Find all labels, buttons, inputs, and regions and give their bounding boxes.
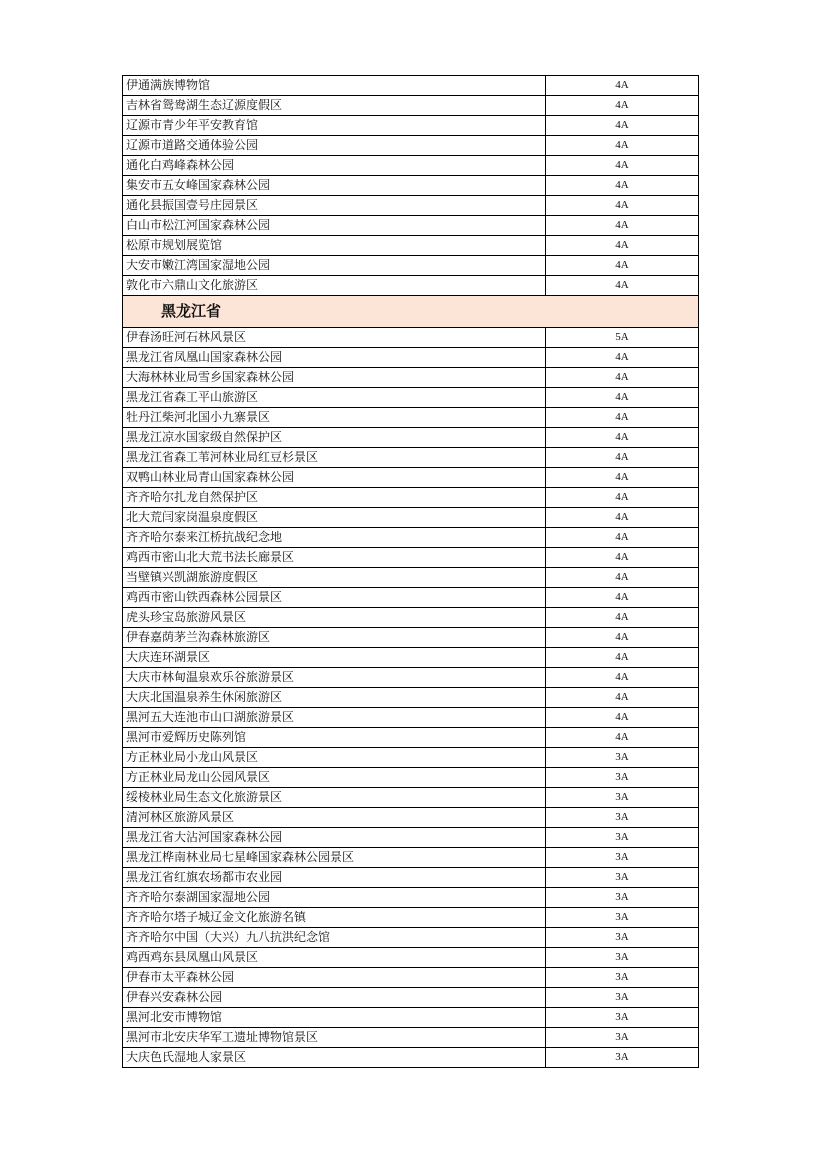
scenic-area-name: 黑龙江省森工苇河林业局红豆杉景区 [123, 448, 546, 468]
scenic-area-name: 白山市松江河国家森林公园 [123, 216, 546, 236]
scenic-area-name: 双鸭山林业局青山国家森林公园 [123, 468, 546, 488]
table-row [123, 688, 699, 708]
scenic-area-name: 齐齐哈尔塔子城辽金文化旅游名镇 [123, 908, 546, 928]
scenic-area-name: 通化县振国壹号庄园景区 [123, 196, 546, 216]
table-row [123, 828, 699, 848]
scenic-area-grade: 3A [546, 848, 699, 868]
table-row [123, 608, 699, 628]
table-row [123, 136, 699, 156]
scenic-area-grade: 4A [546, 388, 699, 408]
scenic-area-name: 大庆色氏湿地人家景区 [123, 1048, 546, 1068]
scenic-area-name: 辽源市道路交通体验公园 [123, 136, 546, 156]
scenic-area-grade: 3A [546, 788, 699, 808]
table-row [123, 368, 699, 388]
scenic-area-name: 大海林林业局雪乡国家森林公园 [123, 368, 546, 388]
scenic-area-name: 北大荒闫家岗温泉度假区 [123, 508, 546, 528]
table-row [123, 196, 699, 216]
scenic-area-name: 黑龙江省红旗农场都市农业园 [123, 868, 546, 888]
table-row [123, 528, 699, 548]
table-row [123, 276, 699, 296]
scenic-area-name: 黑龙江省森工平山旅游区 [123, 388, 546, 408]
scenic-area-grade: 4A [546, 608, 699, 628]
table-row [123, 908, 699, 928]
scenic-area-name: 当壁镇兴凯湖旅游度假区 [123, 568, 546, 588]
section-header-row [123, 296, 699, 328]
table-row [123, 256, 699, 276]
scenic-area-name: 伊通满族博物馆 [123, 76, 546, 96]
table-row [123, 788, 699, 808]
table-row [123, 748, 699, 768]
scenic-area-name: 黑河北安市博物馆 [123, 1008, 546, 1028]
table-row [123, 508, 699, 528]
scenic-area-name: 黑河市北安庆华军工遗址博物馆景区 [123, 1028, 546, 1048]
scenic-area-grade: 3A [546, 828, 699, 848]
scenic-area-grade: 5A [546, 328, 699, 348]
scenic-area-name: 辽源市青少年平安教育馆 [123, 116, 546, 136]
scenic-area-grade: 4A [546, 196, 699, 216]
scenic-area-grade: 4A [546, 368, 699, 388]
table-row [123, 348, 699, 368]
scenic-area-name: 齐齐哈尔泰湖国家湿地公园 [123, 888, 546, 908]
table-row [123, 328, 699, 348]
scenic-area-grade: 3A [546, 868, 699, 888]
scenic-area-name: 吉林省鸳鸯湖生态辽源度假区 [123, 96, 546, 116]
scenic-area-grade: 3A [546, 1048, 699, 1068]
scenic-area-name: 伊春汤旺河石林风景区 [123, 328, 546, 348]
scenic-area-grade: 4A [546, 628, 699, 648]
section-title: 黑龙江省 [123, 296, 699, 328]
scenic-area-grade: 3A [546, 908, 699, 928]
table-row [123, 448, 699, 468]
table-row [123, 408, 699, 428]
scenic-area-grade: 4A [546, 136, 699, 156]
table-row [123, 728, 699, 748]
scenic-area-table [122, 75, 699, 1068]
table-row [123, 176, 699, 196]
table-row [123, 868, 699, 888]
table-row [123, 96, 699, 116]
scenic-area-name: 齐齐哈尔扎龙自然保护区 [123, 488, 546, 508]
scenic-area-name: 齐齐哈尔泰来江桥抗战纪念地 [123, 528, 546, 548]
scenic-area-grade: 4A [546, 488, 699, 508]
scenic-area-name: 大庆连环湖景区 [123, 648, 546, 668]
table-row [123, 216, 699, 236]
scenic-area-grade: 3A [546, 808, 699, 828]
scenic-area-grade: 3A [546, 928, 699, 948]
scenic-area-name: 黑河五大连池市山口湖旅游景区 [123, 708, 546, 728]
table-row [123, 236, 699, 256]
scenic-area-grade: 3A [546, 1028, 699, 1048]
scenic-area-name: 伊春市太平森林公园 [123, 968, 546, 988]
scenic-area-grade: 4A [546, 156, 699, 176]
table-row [123, 948, 699, 968]
scenic-area-grade: 4A [546, 256, 699, 276]
table-row [123, 488, 699, 508]
table-row [123, 468, 699, 488]
scenic-area-grade: 3A [546, 968, 699, 988]
table-body [123, 76, 699, 1068]
scenic-area-grade: 4A [546, 568, 699, 588]
scenic-area-grade: 4A [546, 688, 699, 708]
scenic-area-name: 黑龙江凉水国家级自然保护区 [123, 428, 546, 448]
scenic-area-name: 鸡西市密山北大荒书法长廊景区 [123, 548, 546, 568]
scenic-area-name: 松原市规划展览馆 [123, 236, 546, 256]
table-row [123, 708, 699, 728]
scenic-area-name: 黑龙江省凤凰山国家森林公园 [123, 348, 546, 368]
scenic-area-grade: 3A [546, 1008, 699, 1028]
table-row [123, 648, 699, 668]
table-row [123, 1028, 699, 1048]
scenic-area-name: 齐齐哈尔中国（大兴）九八抗洪纪念馆 [123, 928, 546, 948]
scenic-area-grade: 4A [546, 588, 699, 608]
table-row [123, 568, 699, 588]
scenic-area-grade: 4A [546, 116, 699, 136]
scenic-area-name: 虎头珍宝岛旅游风景区 [123, 608, 546, 628]
scenic-area-grade: 4A [546, 548, 699, 568]
scenic-area-name: 通化白鸡峰森林公园 [123, 156, 546, 176]
table-row [123, 428, 699, 448]
scenic-area-grade: 4A [546, 528, 699, 548]
table-row [123, 76, 699, 96]
scenic-area-name: 大安市嫩江湾国家湿地公园 [123, 256, 546, 276]
scenic-area-grade: 4A [546, 648, 699, 668]
scenic-area-name: 牡丹江柴河北国小九寨景区 [123, 408, 546, 428]
scenic-area-name: 鸡西市密山铁西森林公园景区 [123, 588, 546, 608]
scenic-area-name: 大庆市林甸温泉欢乐谷旅游景区 [123, 668, 546, 688]
scenic-area-grade: 4A [546, 236, 699, 256]
scenic-area-grade: 4A [546, 348, 699, 368]
table-row [123, 1048, 699, 1068]
scenic-area-grade: 3A [546, 888, 699, 908]
scenic-area-name: 方正林业局小龙山风景区 [123, 748, 546, 768]
scenic-area-grade: 4A [546, 428, 699, 448]
table-row [123, 1008, 699, 1028]
scenic-area-grade: 3A [546, 748, 699, 768]
table-row [123, 848, 699, 868]
table-row [123, 116, 699, 136]
scenic-area-name: 清河林区旅游风景区 [123, 808, 546, 828]
scenic-area-name: 鸡西鸡东县凤凰山风景区 [123, 948, 546, 968]
scenic-area-name: 伊春兴安森林公园 [123, 988, 546, 1008]
scenic-area-grade: 4A [546, 728, 699, 748]
scenic-area-grade: 4A [546, 708, 699, 728]
table-row [123, 628, 699, 648]
table-row [123, 156, 699, 176]
scenic-area-grade: 4A [546, 468, 699, 488]
scenic-area-name: 黑河市爱辉历史陈列馆 [123, 728, 546, 748]
scenic-area-name: 敦化市六鼎山文化旅游区 [123, 276, 546, 296]
scenic-area-grade: 4A [546, 448, 699, 468]
scenic-area-grade: 4A [546, 276, 699, 296]
table-row [123, 928, 699, 948]
scenic-area-grade: 4A [546, 408, 699, 428]
scenic-area-grade: 4A [546, 96, 699, 116]
scenic-area-grade: 4A [546, 76, 699, 96]
table-row [123, 548, 699, 568]
scenic-area-name: 大庆北国温泉养生休闲旅游区 [123, 688, 546, 708]
table-row [123, 988, 699, 1008]
scenic-area-grade: 4A [546, 508, 699, 528]
table-row [123, 968, 699, 988]
scenic-area-name: 集安市五女峰国家森林公园 [123, 176, 546, 196]
scenic-area-name: 黑龙江桦南林业局七星峰国家森林公园景区 [123, 848, 546, 868]
scenic-area-name: 黑龙江省大沾河国家森林公园 [123, 828, 546, 848]
scenic-area-name: 绥棱林业局生态文化旅游景区 [123, 788, 546, 808]
table-row [123, 808, 699, 828]
scenic-area-grade: 4A [546, 216, 699, 236]
scenic-area-grade: 4A [546, 668, 699, 688]
table-row [123, 888, 699, 908]
table-row [123, 768, 699, 788]
table-row [123, 668, 699, 688]
table-row [123, 388, 699, 408]
scenic-area-name: 伊春嘉荫茅兰沟森林旅游区 [123, 628, 546, 648]
scenic-area-grade: 3A [546, 768, 699, 788]
scenic-area-grade: 4A [546, 176, 699, 196]
table-row [123, 588, 699, 608]
scenic-area-grade: 3A [546, 948, 699, 968]
scenic-area-name: 方正林业局龙山公园风景区 [123, 768, 546, 788]
scenic-area-grade: 3A [546, 988, 699, 1008]
